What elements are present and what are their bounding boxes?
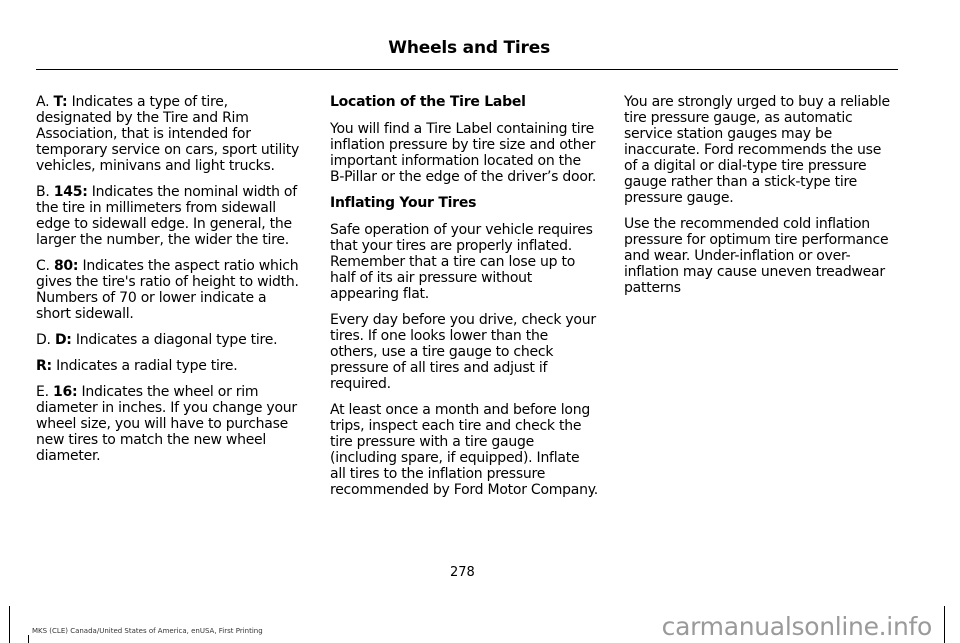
paragraph-text: Use the recommended cold inflation pressure for optimum tire performance and wear. Under-inflation or over-inflation may cause uneven treadwear patterns bbox=[624, 216, 889, 296]
item-code: 80: bbox=[53, 258, 79, 274]
crop-mark-bottom-left bbox=[9, 606, 10, 643]
column-3 bbox=[624, 94, 892, 306]
paragraph-text: You are strongly urged to buy a reliable tire pressure gauge, as automatic service station gauges may be inaccurate. Ford recommends the use of a digital or dial-type tire pressure gauge rather than a stick-type tire pressure gauge. bbox=[624, 94, 890, 206]
page-title: Wheels and Tires bbox=[388, 38, 550, 58]
paragraph bbox=[36, 184, 304, 248]
paragraph bbox=[36, 94, 304, 174]
paragraph bbox=[330, 402, 598, 498]
paragraph bbox=[36, 358, 304, 374]
paragraph-text: Indicates the wheel or rim diameter in inches. If you change your wheel size, you will have to purchase new tires to match the new wheel diameter. bbox=[36, 384, 297, 464]
paragraph bbox=[624, 216, 892, 296]
paragraph-text: Every day before you drive, check your tires. If one looks lower than the others, use a tire gauge to check pressure of all tires and adjust if required. bbox=[330, 312, 596, 392]
item-prefix: A. bbox=[36, 94, 54, 110]
item-code: T: bbox=[53, 94, 68, 110]
paragraph bbox=[330, 222, 598, 302]
section-heading: Inflating Your Tires bbox=[330, 195, 477, 211]
item-prefix: B. bbox=[36, 184, 54, 200]
paragraph bbox=[36, 384, 304, 464]
paragraph-text: At least once a month and before long trips, inspect each tire and check the tire pressure with a tire gauge (including spare, if equipped). Inflate all tires to the inflation pressure recommended by Ford Motor Company. bbox=[330, 402, 598, 498]
paragraph-text: Indicates a radial type tire. bbox=[51, 358, 238, 374]
paragraph-text: Indicates the aspect ratio which gives the tire's ratio of height to width. Numbers of 70 or lower indicate a short sidewall. bbox=[36, 258, 299, 322]
item-code: 16: bbox=[53, 384, 78, 400]
crop-mark-bottom-right bbox=[944, 606, 945, 643]
item-code: 145: bbox=[53, 184, 88, 200]
page-number: 278 bbox=[450, 565, 475, 580]
column-1 bbox=[36, 94, 304, 474]
column-2 bbox=[330, 94, 598, 508]
crop-mark-bottom-tick bbox=[28, 635, 29, 643]
footer-printing-info: MKS (CLE) Canada/United States of America, enUSA, First Printing bbox=[32, 627, 263, 635]
watermark: carmanualsonline.info bbox=[661, 612, 932, 641]
paragraph-text: Indicates a type of tire, designated by the Tire and Rim Association, that is intended for temporary service on cars, sport utility vehicles, minivans and light trucks. bbox=[36, 94, 299, 174]
paragraph bbox=[624, 94, 892, 206]
paragraph-text: You will find a Tire Label containing tire inflation pressure by tire size and other important information located on the B-Pillar or the edge of the driver’s door. bbox=[330, 121, 597, 185]
paragraph bbox=[330, 312, 598, 392]
section-heading: Location of the Tire Label bbox=[330, 94, 526, 110]
item-prefix: D. bbox=[36, 332, 55, 348]
paragraph bbox=[330, 121, 598, 185]
paragraph bbox=[36, 258, 304, 322]
paragraph bbox=[36, 332, 304, 348]
item-code: D: bbox=[54, 332, 72, 348]
item-code: R: bbox=[36, 358, 52, 374]
item-prefix: E. bbox=[36, 384, 53, 400]
paragraph-text: Indicates a diagonal type tire. bbox=[71, 332, 278, 348]
header-divider bbox=[36, 69, 898, 70]
item-prefix: C. bbox=[36, 258, 54, 274]
paragraph-text: Safe operation of your vehicle requires that your tires are properly inflated. Remember that a tire can lose up to half of its air pressure without appearing flat. bbox=[330, 222, 593, 302]
paragraph-text: Indicates the nominal width of the tire in millimeters from sidewall edge to sidewall edge. In general, the larger the number, the wider the tire. bbox=[36, 184, 297, 248]
